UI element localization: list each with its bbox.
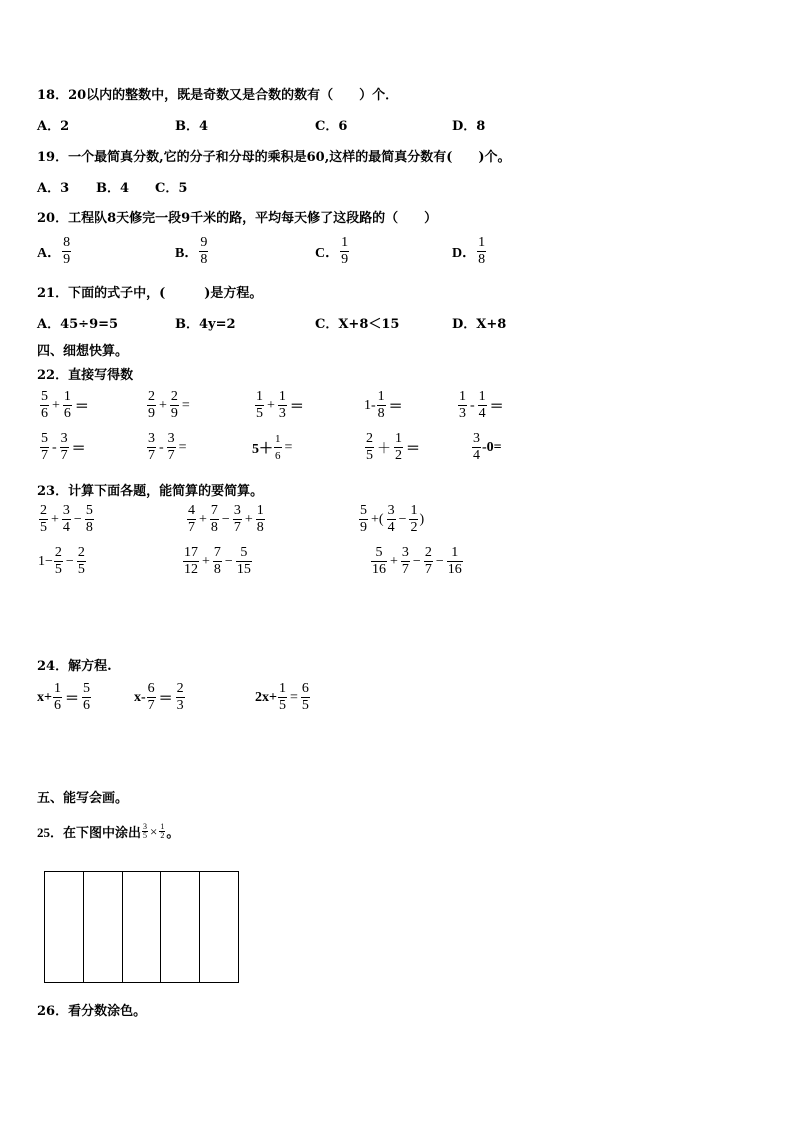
q20-option-c: C． 1 9 — [315, 235, 349, 267]
q21-option-a: A．45÷9=5 — [37, 317, 119, 332]
q18-text: 18．20以内的整数中，既是奇数又是合数的数有（ ）个． — [37, 88, 399, 103]
grid-cell-3[interactable] — [123, 872, 162, 982]
section-4-heading: 四、细想快算。 — [37, 344, 129, 359]
q22-r1-expr-1: 5 6 + $\frac{1}{6}$ ＝ — [41, 389, 89, 421]
q18-option-c: C．6 — [315, 119, 348, 134]
grid-cell-1[interactable] — [45, 872, 84, 982]
q22-r2-expr-2: 3 7 - $\frac{3}{7}$ = — [148, 431, 187, 463]
q22-r1-expr-4: 1- 1 8 ＝ — [364, 389, 403, 421]
q22-r2-expr-5: 3 4 -0= — [473, 431, 502, 463]
q22-r1-expr-2: 2 9 + $\frac{2}{9}$ = — [148, 389, 190, 421]
q22-r1-expr-5: 1 3 - 1 4 ＝ — [459, 389, 504, 421]
section-5-heading: 五、能写会画。 — [37, 791, 129, 806]
q23-expr-2: 4 7 + $\frac{7}{8}$ − $\frac{3}{7}$ + $\frac{1}{8}$ — [188, 503, 264, 535]
q22-r1-expr-3: 1 5 + $\frac{1}{3}$ ＝ — [256, 389, 304, 421]
q22-r2-expr-1: 5 7 - 3 7 ＝ — [41, 431, 86, 463]
q23-expr-1: 2 5 + $\frac{3}{4}$ − $\frac{5}{8}$ — [40, 503, 93, 535]
q18-option-a: A．2 — [37, 119, 70, 134]
q23-expr-6: 5 16 + $\frac{3}{7}$ − $\frac{2}{7}$ − $\frac{1}{16}$ — [372, 545, 462, 577]
q19-option-b: B．4 — [96, 181, 130, 196]
q19-option-c: C．5 — [155, 181, 188, 196]
q18-option-b: B．4 — [175, 119, 209, 134]
q19-text: 19．一个最简真分数,它的分子和分母的乘积是60,这样的最简真分数有( )个。 — [37, 150, 511, 165]
grid-cell-2[interactable] — [84, 872, 123, 982]
q25-text: 25．在下图中涂出 $\frac{3}{5}$ × $\frac{1}{2}$ 。 — [37, 822, 180, 840]
q26-text: 26．看分数涂色。 — [37, 1004, 147, 1019]
q20-option-d: D． 1 8 — [452, 235, 486, 267]
q22-r2-expr-4: 2 5 ＋ 1 2 ＝ — [366, 431, 420, 463]
q24-equation-2: x- 6 7 ＝ 2 3 — [134, 681, 184, 713]
grid-cell-5[interactable] — [200, 872, 238, 982]
q18-option-d: D．8 — [452, 119, 486, 134]
q23-expr-3: 5 9 +( 3 4 − $\frac{1}{2}$ ) — [360, 503, 425, 535]
q20-option-a: A． 8 9 — [37, 235, 71, 267]
q25-shading-grid[interactable] — [44, 871, 239, 983]
q23-title: 23．计算下面各题，能简算的要简算。 — [37, 484, 264, 499]
q21-option-c: C．X+8＜15 — [315, 317, 400, 332]
q23-expr-5: 17 12 + $\frac{7}{8}$ − $\frac{5}{15}$ — [184, 545, 251, 577]
q21-option-d: D．X+8 — [452, 317, 507, 332]
q20-option-b: B． 9 8 — [175, 235, 208, 267]
q22-title: 22．直接写得数 — [37, 368, 134, 383]
q19-option-a: A．3 — [37, 181, 70, 196]
q20-text: 20．工程队8天修完一段9千米的路，平均每天修了这段路的（ ） — [37, 211, 438, 226]
q23-expr-4: 1− $\frac{2}{5}$ − $\frac{2}{5}$ — [38, 545, 85, 577]
q21-text: 21．下面的式子中，( )是方程。 — [37, 286, 263, 301]
q24-equation-3: 2x+ $\frac{1}{5}$ = $\frac{6}{5}$ — [255, 681, 309, 713]
q24-equation-1: x+ $\frac{1}{6}$ ＝ 5 6 — [37, 681, 90, 713]
q22-r2-expr-3: 5＋ $\frac{1}{6}$ = — [252, 433, 293, 462]
q21-option-b: B．4y=2 — [175, 317, 236, 332]
grid-cell-4[interactable] — [161, 872, 200, 982]
q24-title: 24．解方程. — [37, 659, 112, 674]
